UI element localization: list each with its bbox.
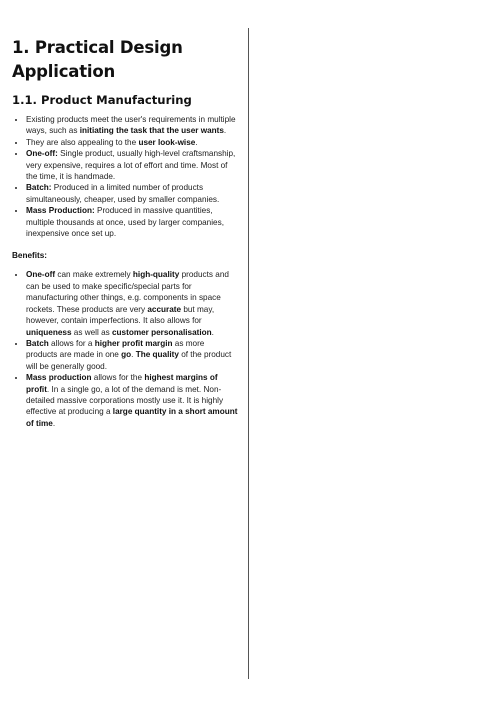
- page-title: 1. Practical Design Application: [12, 38, 183, 81]
- text-run: .: [211, 327, 214, 337]
- bold-run: user look-wise: [138, 137, 196, 147]
- bold-run: Batch:: [26, 183, 52, 193]
- benefit-item: [26, 372, 238, 429]
- benefit-item: [26, 338, 238, 372]
- text-run: Single product, usually high-level craftsmanship, very expensive, requires a lot of effort and time. Most of the time, it is handmade.: [26, 149, 236, 182]
- text-run: Existing products meet the user's requirements in multiple ways, such as: [26, 115, 236, 136]
- left-column: [12, 36, 238, 429]
- text-run: allows for the: [91, 373, 145, 383]
- bold-run: uniqueness: [26, 327, 72, 337]
- text-run: allows for a: [48, 338, 95, 348]
- text-run: . In a single go, a lot of the demand is met. Non-detailed massive corporations mostly use it. It is highly effective at producing a: [26, 384, 224, 417]
- benefit-item: [26, 269, 238, 337]
- bold-run: highest margins of profit: [26, 373, 218, 394]
- bold-run: go: [121, 350, 132, 360]
- bold-run: Mass Production:: [26, 206, 95, 216]
- benefits-list: [12, 269, 238, 429]
- bold-run: initiating the task that the user wants: [79, 126, 224, 136]
- bold-run: One-off:: [26, 149, 58, 159]
- bold-run: The quality: [135, 350, 179, 360]
- text-run: can make extremely: [55, 270, 133, 280]
- manufacturing-item: [26, 114, 238, 137]
- bold-run: Mass production: [26, 373, 92, 383]
- bold-run: accurate: [147, 304, 182, 314]
- bold-run: One-off: [26, 270, 56, 280]
- text-run: products and can be used to make specific/special parts for manufacturing other things, e.g. components in space rockets. These products are very: [26, 270, 229, 314]
- text-run: .: [195, 137, 198, 147]
- text-run: as well as: [71, 327, 112, 337]
- text-run: of the product will be generally good.: [26, 350, 232, 371]
- text-run: as more products are made in one: [26, 338, 205, 360]
- manufacturing-list: [12, 114, 238, 239]
- bold-run: high-quality: [132, 270, 180, 280]
- text-run: .: [52, 418, 56, 428]
- text-run: They are also appealing to the: [26, 137, 139, 147]
- text-run: Produced in a limited number of products simultaneously, cheaper, used by smaller companies.: [26, 183, 220, 204]
- manufacturing-item: [26, 182, 238, 205]
- bold-run: large quantity in a short amount of time: [26, 407, 238, 428]
- text-run: but may, however, contain imperfections. It also allows for: [26, 304, 215, 326]
- benefits-heading: Benefits:: [12, 251, 48, 261]
- text-run: Produced in massive quantities, multiple thousands at once, used by larger companies, inexpensive once set up.: [26, 206, 224, 239]
- bold-run: Batch: [26, 338, 49, 348]
- text-run: .: [131, 350, 136, 360]
- section-title: 1.1. Product Manufacturing: [12, 93, 192, 107]
- column-divider: [248, 28, 249, 679]
- manufacturing-item: [26, 137, 238, 148]
- bold-run: customer personalisation: [112, 327, 212, 337]
- manufacturing-item: [26, 148, 238, 182]
- bold-run: higher profit margin: [94, 338, 173, 348]
- text-run: .: [223, 126, 227, 136]
- manufacturing-item: [26, 205, 238, 239]
